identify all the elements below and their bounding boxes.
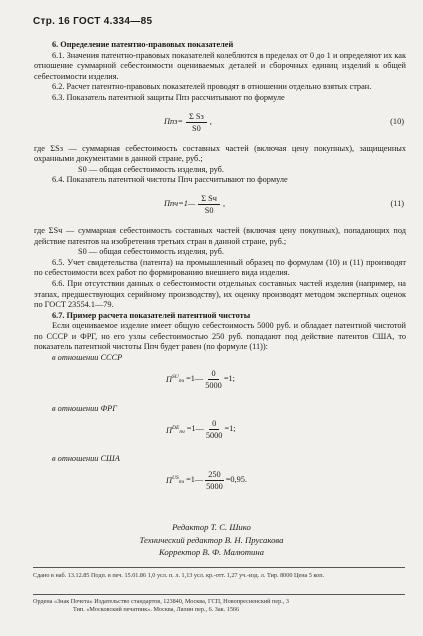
example-usa-formula: [34, 465, 406, 505]
paragraph-6-4: 6.4. Показатель патентной чистоты Ппч рассчитывают по формуле: [52, 175, 288, 185]
publisher-line-1: Ордена «Знак Почета» Издательство стандартов, 123840, Москва, ГСП, Новопресненский пер., 3: [33, 598, 289, 605]
credit-tech-editor: Технический редактор В. Н. Прусакова: [139, 534, 284, 545]
footer-rule-top: [33, 567, 405, 568]
credit-proofreader: Корректор В. Ф. Малютина: [158, 547, 265, 557]
example-ussr-label: в отношении СССР: [52, 353, 123, 363]
paragraph-6-1: 6.1. Значения патентно-правовых показателей колеблются в пределах от 0 до 1 и определяют их как отношение суммарной себестоимости оцениваемых деталей и сборочных единиц изделий к общей себестоимости изделия.: [34, 50, 406, 81]
example-usa-symbol: П: [166, 475, 172, 485]
example-frg-numerator: 0: [209, 418, 219, 430]
paragraph-6-7-title: 6.7. Пример расчета показателей патентной чистоты: [52, 310, 251, 320]
formula-11-numerator: Σ Sч: [198, 193, 220, 205]
example-frg-fraction: [206, 418, 223, 441]
footer-rule-bottom: [33, 594, 405, 595]
definition-10-total: S0 — общая себестоимость изделия, руб.: [78, 164, 224, 174]
example-ussr-result: =1;: [223, 373, 235, 383]
example-ussr-denominator: 5000: [205, 380, 222, 390]
example-ussr-numerator: 0: [208, 368, 218, 380]
example-ussr-fraction: [205, 368, 222, 391]
formula-11: Ппч=1— $\frac{\text{Σ Sч}}{S0}$ , (11): [164, 193, 404, 215]
example-frg-result: =1;: [224, 424, 236, 434]
paragraph-6-6: 6.6. При отсутствии данных о себестоимости отдельных составных частей изделия (например, на этапах, предшествующих серийному производству), их оценку производят методом экспертных оценок по ГОСТ 23554.1—79.: [34, 278, 406, 310]
definition-11-total: S0 — общая себестоимость изделия, руб.: [78, 247, 224, 257]
example-usa-numerator: 250: [205, 469, 223, 481]
definition-11-sum: где ΣSч — суммарная себестоимость составных частей (включая цену покупных), попадающих под действие патентов на изобретения третьих стран в данной стране, руб.;: [34, 225, 406, 246]
formula-11-lhs: Ппч=1—: [164, 199, 196, 209]
example-usa-eq: =1—: [186, 475, 204, 485]
paragraph-6-3: 6.3. Показатель патентной защиты Ппз рассчитывают по формуле: [52, 92, 285, 102]
credits: [0, 521, 423, 559]
publisher-line-2: Тип. «Московский печатник». Москва, Лялин пер., 6. Зак. 1566: [73, 606, 240, 613]
section-title: 6. Определение патентно-правовых показателей: [52, 40, 234, 49]
example-frg-country: DE: [172, 424, 180, 431]
example-usa-result: =0,95.: [225, 475, 247, 485]
example-frg-formula: [34, 414, 406, 454]
example-usa-denominator: 5000: [206, 481, 223, 491]
imprint: [33, 572, 405, 580]
page-header: Стр. 16 ГОСТ 4.334—85: [33, 16, 153, 27]
imprint-print-data: Сдано в наб. 13.12.85 Подп. в печ. 15.01.86 1,0 усл. п. л. 1,13 усл. кр.-отт. 1,27 уч.-изд. л. Тир. 8000 Цена 5 коп.: [33, 572, 325, 579]
formula-11-number: (11): [390, 198, 404, 208]
example-frg-denominator: 5000: [205, 431, 223, 441]
example-frg-symbol: П: [166, 425, 172, 435]
publisher: [33, 598, 405, 614]
example-usa-country: US: [172, 475, 179, 482]
example-frg-subscript: пч: [179, 428, 185, 435]
example-ussr-subscript: пч: [178, 377, 185, 384]
formula-10-number: (10): [390, 116, 404, 126]
paragraph-6-2: 6.2. Расчет патентно-правовых показателей проводят в отношении отдельно взятых стран.: [52, 82, 372, 92]
example-usa-subscript: пч: [178, 478, 185, 485]
definition-10-sum: где ΣSз — суммарная себестоимость составных частей (включая цену покупных), защищенных охранными документами в данной стране, руб.;: [34, 143, 406, 164]
formula-10: Ппз= $\frac{\text{Σ Sз}}{S0}$ , (10): [164, 111, 404, 133]
example-ussr-eq: =1—: [186, 373, 204, 383]
credit-editor: Редактор Т. С. Шико: [172, 522, 251, 532]
formula-10-denominator: S0: [192, 123, 201, 133]
example-ussr-formula: [34, 364, 406, 404]
document-body: [34, 40, 406, 505]
example-frg-eq: =1—: [186, 424, 204, 434]
formula-11-denominator: S0: [204, 205, 214, 215]
formula-10-numerator: Σ Sз: [186, 111, 207, 123]
formula-10-lhs: Ппз=: [164, 116, 183, 126]
paragraph-6-5: 6.5. Учет свидетельства (патента) на промышленный образец по формулам (10) и (11) производят по себестоимости всех работ по формированию внешнего вида изделия.: [34, 257, 406, 278]
example-ussr-country: SU: [172, 373, 179, 380]
formula-10-fraction: [186, 111, 207, 134]
formula-11-fraction: [198, 193, 220, 216]
example-ussr-symbol: П: [166, 374, 172, 384]
paragraph-6-7: Если оцениваемое изделие имеет общую себестоимость 5000 руб. и обладает патентной чистотой по СССР и ФРГ, но его узлы себестоимостью 250 руб. попадают под действие патентов США, то показатель патентной чистоты Ппч будет равен (по формуле (11)):: [34, 321, 406, 352]
example-usa-fraction: [205, 469, 223, 492]
example-usa-label: в отношении США: [52, 454, 120, 464]
example-frg-label: в отношении ФРГ: [52, 403, 117, 413]
